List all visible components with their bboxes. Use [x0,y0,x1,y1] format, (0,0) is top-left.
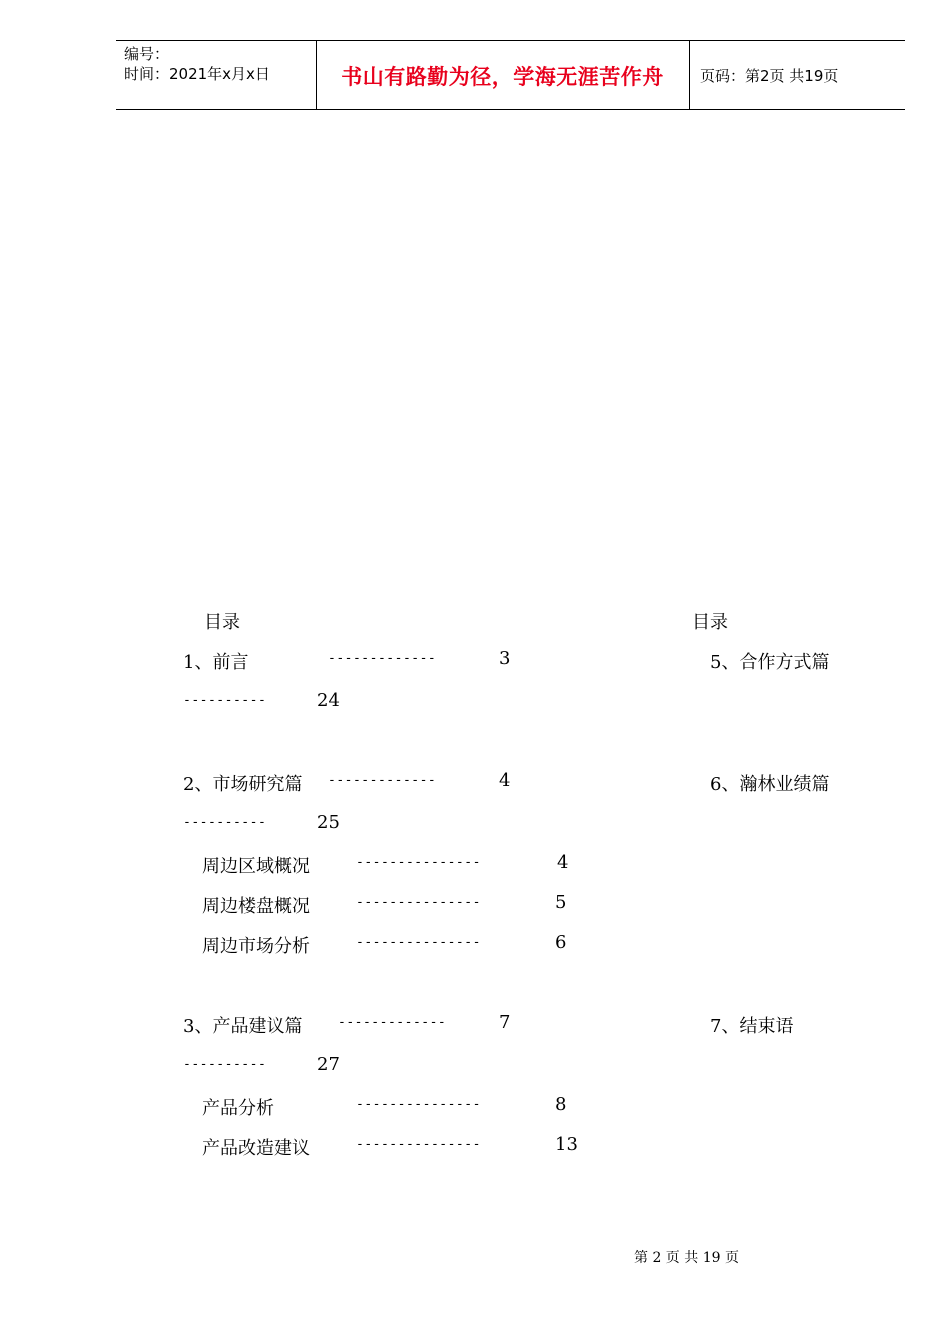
toc-entry-2-title: 2、市场研究篇 [183,774,303,795]
toc-entry-5-leader: ---------- [183,693,267,708]
document-number-label: 编号： [124,45,170,63]
header-motto: 书山有路勤为径，学海无涯苦作舟 [341,65,664,89]
header-motto-cell [316,41,690,109]
toc-sub-3-1-title: 产品分析 [202,1098,274,1119]
toc-sub-2-3-title: 周边市场分析 [202,936,310,957]
toc-sub-2-2-leader: --------------- [356,895,481,910]
header-meta-cell [116,41,317,109]
toc-entry-1-leader: ------------- [328,651,437,666]
toc-entry-1-title: 1、前言 [183,652,249,673]
header-page-info: 页码：第2页 共19页 [700,67,839,85]
header-page-cell [690,41,905,109]
toc-heading-right: 目录 [692,612,728,633]
toc-sub-3-1-leader: --------------- [356,1097,481,1112]
toc-sub-3-1-page: 8 [555,1094,567,1115]
toc-entry-6-title: 6、瀚林业绩篇 [710,774,830,795]
page-footer: 第 2 页 共 19 页 [634,1250,739,1266]
toc-sub-3-2-page: 13 [555,1134,578,1155]
toc-entry-2-leader: ------------- [328,773,437,788]
toc-sub-2-1-leader: --------------- [356,855,481,870]
toc-sub-2-3-leader: --------------- [356,935,481,950]
toc-heading-left: 目录 [204,612,240,633]
toc-sub-2-2-title: 周边楼盘概况 [202,896,310,917]
toc-entry-2-page: 4 [499,770,511,791]
toc-entry-6-page: 25 [317,812,340,833]
toc-entry-5-page: 24 [317,690,340,711]
toc-sub-2-1-page: 4 [557,852,569,873]
toc-entry-7-title: 7、结束语 [710,1016,794,1037]
page-header [116,40,905,110]
toc-entry-3-title: 3、产品建议篇 [183,1016,303,1037]
toc-sub-3-2-title: 产品改造建议 [202,1138,310,1159]
document-time-label: 时间：2021年x月x日 [124,65,270,83]
toc-sub-3-2-leader: --------------- [356,1137,481,1152]
toc-entry-1-page: 3 [499,648,511,669]
toc-entry-7-leader: ---------- [183,1057,267,1072]
toc-sub-2-3-page: 6 [555,932,567,953]
toc-entry-3-leader: ------------- [338,1015,447,1030]
toc-entry-5-title: 5、合作方式篇 [710,652,830,673]
toc-entry-7-page: 27 [317,1054,340,1075]
toc-sub-2-2-page: 5 [555,892,567,913]
toc-entry-3-page: 7 [499,1012,511,1033]
toc-sub-2-1-title: 周边区域概况 [202,856,310,877]
toc-entry-6-leader: ---------- [183,815,267,830]
